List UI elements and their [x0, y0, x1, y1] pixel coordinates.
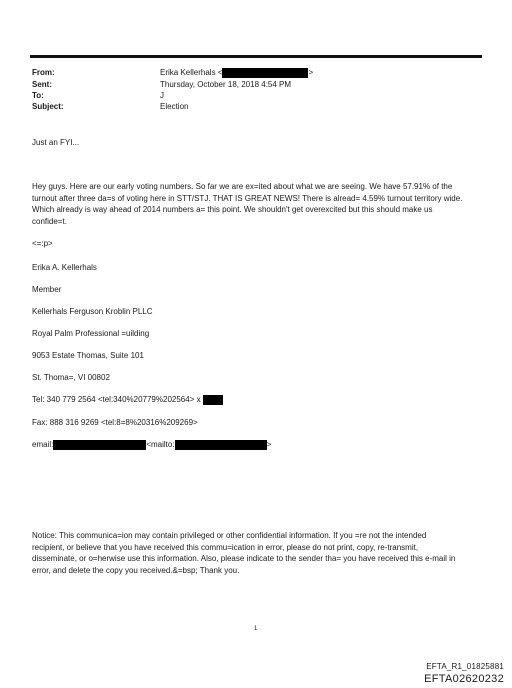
- signature-building: Royal Palm Professional =uilding: [32, 329, 150, 338]
- redaction-box: [203, 395, 223, 405]
- bates-number-primary: EFTA_R1_01825881: [426, 662, 504, 671]
- confidentiality-notice: [32, 530, 484, 576]
- notice-line: disseminate, or o=herwise use this information. Also, please indicate to the sender tha= you have received this e-mail in: [32, 554, 456, 563]
- intro-text: Just an FYI...: [32, 138, 80, 147]
- signature-fax: Fax: 888 316 9269 <tel:8=8%20316%209269>: [32, 418, 198, 427]
- sent-value: Thursday, October 18, 2018 4:54 PM: [160, 80, 292, 89]
- redaction-box: [175, 440, 267, 450]
- sent-label: Sent:: [32, 80, 52, 89]
- subject-label: Subject:: [32, 102, 64, 111]
- signature-firm: Kellerhals Ferguson Kroblin PLLC: [32, 307, 153, 316]
- paragraph-line: Which already is way ahead of 2014 numbers a= this point. We shouldn't get overexcited but this should make us: [32, 205, 433, 214]
- notice-line: recipient, or believe that you have received this commu=ication in error, please do not print, copy, re-transmit,: [32, 542, 419, 552]
- paragraph-line: Hey guys. Here are our early voting numbers. So far we are ex=ited about what we are seeing. We have 57.91% of the: [32, 182, 453, 191]
- body-paragraph: [32, 181, 484, 227]
- signature-name: Erika A. Kellerhals: [32, 263, 97, 272]
- html-tag-text: <=:p>: [32, 239, 53, 248]
- signature-tel: Tel: 340 779 2564 <tel:340%20779%202564> x: [32, 394, 223, 406]
- from-label: From:: [32, 68, 55, 77]
- signature-email: email: <mailto: >: [32, 440, 272, 449]
- notice-line: error, and delete the copy you received.&=bsp; Thank you.: [32, 565, 240, 575]
- subject-value: Election: [160, 102, 189, 111]
- to-value: J: [160, 91, 164, 100]
- bates-number-secondary: EFTA02620232: [424, 673, 504, 685]
- redaction-box: [53, 440, 146, 450]
- notice-line: Notice: This communica=ion may contain privileged or other confidential information. If you =re not the intended: [32, 531, 427, 540]
- to-label: To:: [32, 91, 44, 100]
- header-rule: [30, 55, 482, 58]
- signature-title: Member: [32, 285, 62, 294]
- signature-street: 9053 Estate Thomas, Suite 101: [32, 351, 144, 360]
- redaction-box: [222, 68, 308, 78]
- signature-city: St. Thoma=, VI 00802: [32, 373, 110, 382]
- paragraph-line: confide=t.: [32, 216, 67, 226]
- from-value: Erika Kellerhals < >: [160, 68, 314, 78]
- page-number: 1: [254, 626, 258, 632]
- paragraph-line: turnout after three da=s of voting here in STT/STJ. THAT IS GREAT NEWS! There is alread= 4.59% turnout territory wide.: [32, 193, 463, 203]
